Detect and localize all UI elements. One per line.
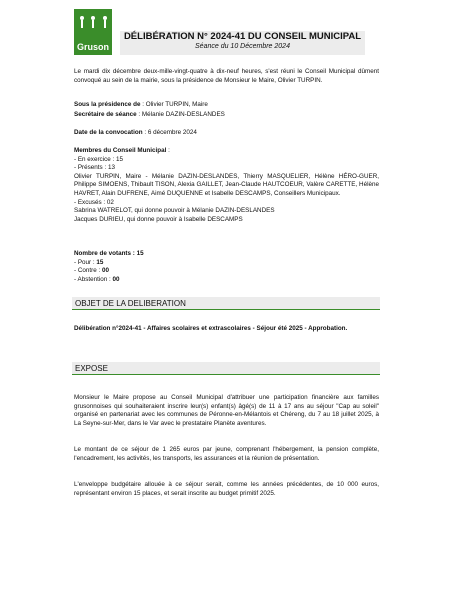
- membres-suffix: :: [166, 147, 170, 154]
- votes-label: Nombre de votants: [74, 250, 132, 257]
- membres-excuses: - Excusés : 02: [74, 198, 114, 206]
- gruson-logo: [74, 9, 112, 55]
- intro-paragraph: Le mardi dix décembre deux-mille-vingt-quatre à dix-neuf heures, s'est réuni le Conseil Municipal dûment convoqué au sein de la mairie, sous la présidence de Monsieur le Maire, Olivier TURPIN.: [74, 68, 379, 84]
- convocation-label: Date de la convocation: [74, 129, 143, 136]
- expose-paragraph-2: Le montant de ce séjour de 1 265 euros par jeune, comprenant l'hébergement, la pension complète, l'encadrement, les activités, les transports, les assurances et la réunion de présentation.: [74, 446, 379, 462]
- logo-text: Gruson: [76, 42, 109, 52]
- secretaire-line: [74, 111, 379, 120]
- presidence-line: [74, 101, 379, 110]
- pour-value: 15: [96, 258, 104, 266]
- page-title: DÉLIBÉRATION N° 2024-41 DU CONSEIL MUNICIPAL: [123, 31, 362, 42]
- contre-value: 00: [102, 267, 110, 275]
- objet-heading: OBJET DE LA DELIBERATION: [72, 297, 380, 310]
- secretaire-label: Secrétaire de séance: [74, 111, 137, 118]
- procuration-2: Jacques DURIEU, qui donne pouvoir à Isabelle DESCAMPS: [74, 215, 243, 223]
- membres-presents: - Présents : 13: [74, 164, 115, 172]
- membres-en-exercice: - En exercice : 15: [74, 155, 123, 163]
- procuration-1: Sabrina WATRELOT, qui donne pouvoir à Mélanie DAZIN-DESLANDES: [74, 207, 275, 215]
- pour-label: - Pour :: [74, 258, 97, 266]
- convocation-value: : 6 décembre 2024: [142, 129, 197, 136]
- contre-label: - Contre :: [74, 267, 102, 275]
- convocation-line: [74, 129, 379, 138]
- objet-text: Délibération n°2024-41 - Affaires scolaires et extrascolaires - Séjour été 2025 - Approbation.: [74, 325, 348, 332]
- membres-presents-list: Olivier TURPIN, Maire - Mélanie DAZIN-DESLANDES, Thierry MASQUELIER, Hélène HÉRO-GUER, Philippe SIMOENS, Thibault TISON, Alexia GAILLET, Jean-Claude HAUTCOEUR, Valère CARETTE, Hélène HAVRET, Alain DUFRENE, Aimé DUQUENNE et Isabelle DESCAMPS, Conseillers Municipaux.: [74, 172, 379, 197]
- abstention-value: 00: [112, 275, 120, 283]
- membres-block: [74, 147, 379, 224]
- page-subtitle: Séance du 10 Décembre 2024: [195, 43, 290, 50]
- expose-paragraph-3: L'enveloppe budgétaire allouée à ce séjour serait, comme les années précédentes, de 10 000 euros, représentant environ 15 places, et serait inscrite au budget primitif 2025.: [74, 481, 379, 497]
- membres-label: Membres du Conseil Municipal: [74, 147, 167, 154]
- presidence-value: : Olivier TURPIN, Maire: [140, 101, 208, 108]
- votes-value: : 15: [131, 250, 144, 257]
- presidence-label: Sous la présidence de: [74, 101, 141, 108]
- people-icon: [74, 16, 112, 28]
- expose-paragraph-1: Monsieur le Maire propose au Conseil Municipal d'attribuer une participation financière aux familles grusonnoises qui souhaiteraient inscrire leur(s) enfant(s) âgé(s) de 11 à 17 ans au séjour "Cap au soleil" organisé en partenariat avec les communes de Péronne-en-Mélantois et Chéreng, du 7 au 18 juillet 2025, à La Seyne-sur-Mer, dans le Var avec le prestataire Planète aventures.: [74, 394, 379, 427]
- abstention-label: - Abstention :: [74, 275, 113, 283]
- votes-block: [74, 250, 379, 284]
- expose-heading: EXPOSE: [72, 362, 380, 375]
- secretaire-value: : Mélanie DAZIN-DESLANDES: [136, 111, 225, 118]
